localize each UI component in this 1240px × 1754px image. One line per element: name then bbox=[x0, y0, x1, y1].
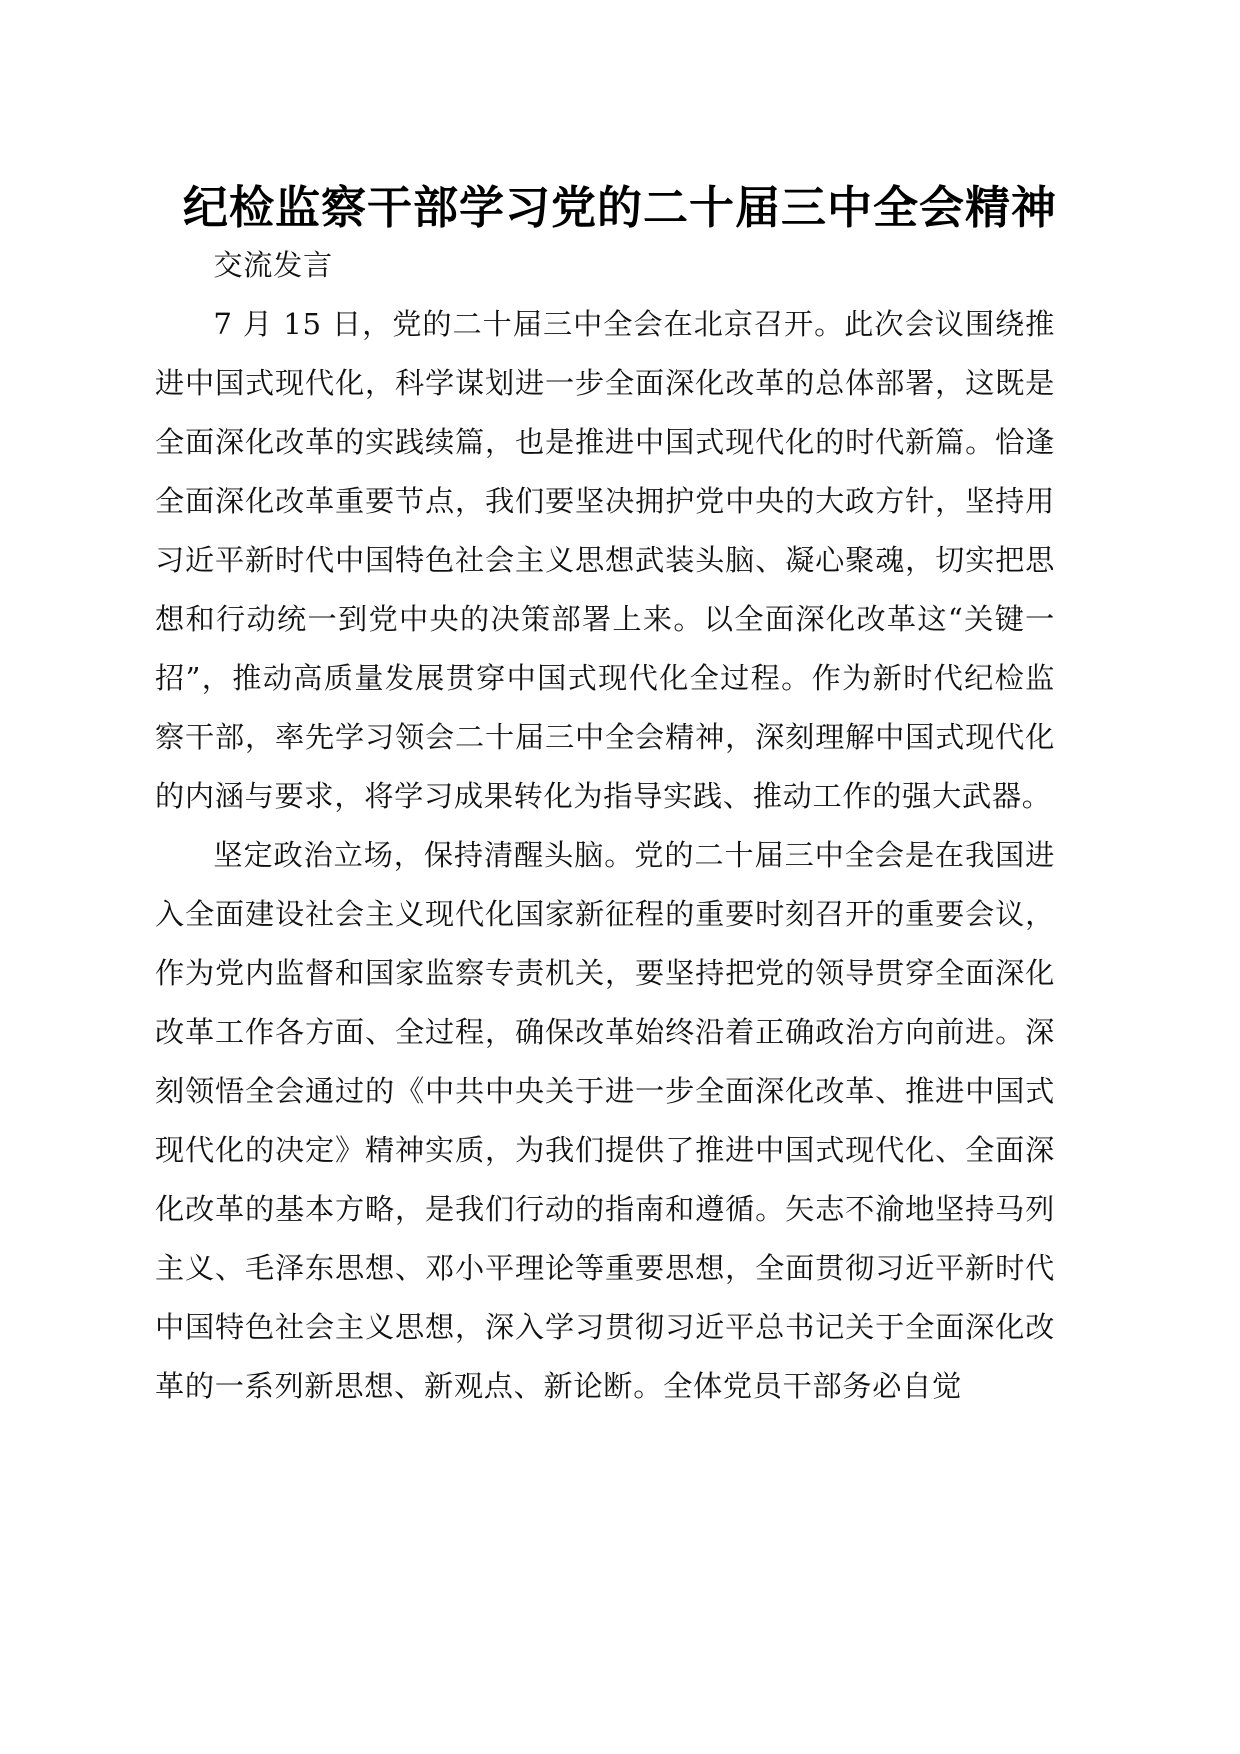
paragraph-1: 7 月 15 日，党的二十届三中全会在北京召开。此次会议围绕推进中国式现代化，科学谋划进一步全面深化改革的总体部署，这既是全面深化改革的实践续篇，也是推进中国式现代化的时代新篇。恰逢全面深化改革重要节点，我们要坚决拥护党中央的大政方针，坚持用习近平新时代中国特色社会主义思想武装头脑、凝心聚魂，切实把思想和行动统一到党中央的决策部署上来。以全面深化改革这“关键一招”，推动高质量发展贯穿中国式现代化全过程。作为新时代纪检监察干部，率先学习领会二十届三中全会精神，深刻理解中国式现代化的内涵与要求，将学习成果转化为指导实践、推动工作的强大武器。 bbox=[155, 307, 1055, 813]
document-subtitle: 交流发言 bbox=[213, 248, 333, 282]
document-title: 纪检监察干部学习党的二十届三中全会精神 bbox=[182, 181, 1057, 234]
paragraph-2: 坚定政治立场，保持清醒头脑。党的二十届三中全会是在我国进入全面建设社会主义现代化国家新征程的重要时刻召开的重要会议，作为党内监督和国家监察专责机关，要坚持把党的领导贯穿全面深化改革工作各方面、全过程，确保改革始终沿着正确政治方向前进。深刻领悟全会通过的《中共中央关于进一步全面深化改革、推进中国式现代化的决定》精神实质，为我们提供了推进中国式现代化、全面深化改革的基本方略，是我们行动的指南和遵循。矢志不渝地坚持马列主义、毛泽东思想、邓小平理论等重要思想，全面贯彻习近平新时代中国特色社会主义思想，深入学习贯彻习近平总书记关于全面深化改革的一系列新思想、新观点、新论断。全体党员干部务必自觉 bbox=[155, 838, 1055, 1403]
document-body bbox=[155, 236, 1055, 1416]
